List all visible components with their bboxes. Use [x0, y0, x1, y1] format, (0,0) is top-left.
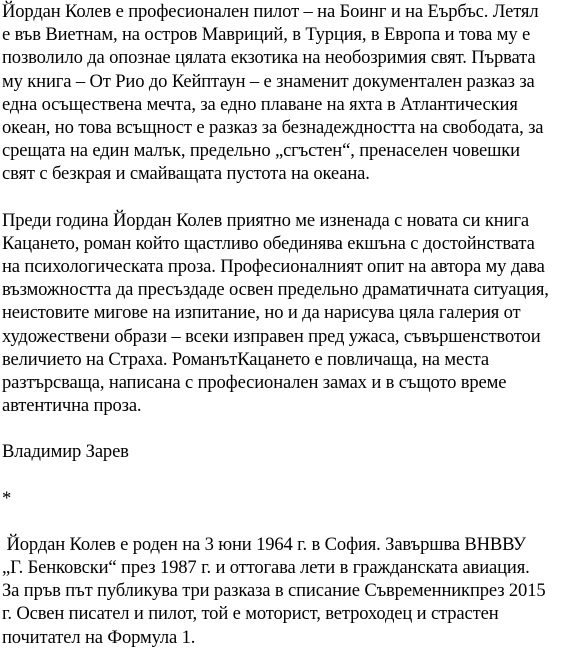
text-line: му книга – От Рио до Кейптаун – е знаменит документален разказ за	[2, 70, 535, 92]
text-line: океан, но това всъщност е разказ за безнадеждността на свободата, за	[2, 117, 544, 139]
text-line: Преди година Йордан Колев приятно ме изненада с новата си книга	[2, 209, 529, 231]
text-line: разтърсваща, написана с професионален замах и в същото време	[2, 372, 507, 394]
review-signature: Владимир Зарев	[2, 441, 129, 463]
text-line: величието на Страха. РоманътКацането е повличаща, на места	[2, 348, 489, 370]
text-line: Йордан Колев е професионален пилот – на Боинг и на Еърбъс. Летял	[2, 1, 539, 22]
text-line: позволило да опознае цялата екзотика на необозримия свят. Първата	[2, 47, 536, 69]
text-line: Йордан Колев е роден на 3 юни 1964 г. в София. Завършва ВНВВУ	[2, 533, 526, 555]
paragraph-book-review	[2, 209, 578, 418]
text-line: За пръв път публикува три разказа в списание Съвременникпрез 2015	[2, 580, 546, 602]
text-line: е във Виетнам, на остров Мавриций, в Турция, в Европа и това му е	[2, 24, 531, 46]
text-line: почитател на Формула 1.	[2, 626, 196, 648]
text-line: една осъществена мечта, за едно плаване на яхта в Атлантическия	[2, 93, 518, 115]
text-line: на психологическата проза. Професионалният опит на автора му дава	[2, 256, 545, 278]
section-separator: *	[2, 487, 12, 509]
text-line: Кацането, роман който щастливо обединява екшъна с достойнствата	[2, 232, 535, 254]
text-line: г. Освен писател и пилот, той е моторист, ветроходец и страстен	[2, 603, 499, 625]
text-line: художествени образи – всеки изправен пред ужаса, съвършенствотои	[2, 325, 541, 347]
text-line: свят с безкрая и смайващата пустота на океана.	[2, 163, 370, 185]
text-line: неистовите мигове на изпитание, но и да нарисува цяла галерия от	[2, 302, 521, 324]
paragraph-biography	[2, 533, 578, 649]
text-line: възможността да пресъздаде освен предельно драматичната ситуация,	[2, 279, 549, 301]
document-page	[2, 0, 578, 672]
paragraph-author-intro	[2, 0, 578, 186]
text-line: срещата на един малък, предельно „сгъстен“, пренаселен човешки	[2, 140, 520, 162]
text-line: автентична проза.	[2, 395, 142, 417]
text-line: „Г. Бенковски“ през 1987 г. и оттогава лети в гражданската авиация.	[2, 557, 530, 579]
